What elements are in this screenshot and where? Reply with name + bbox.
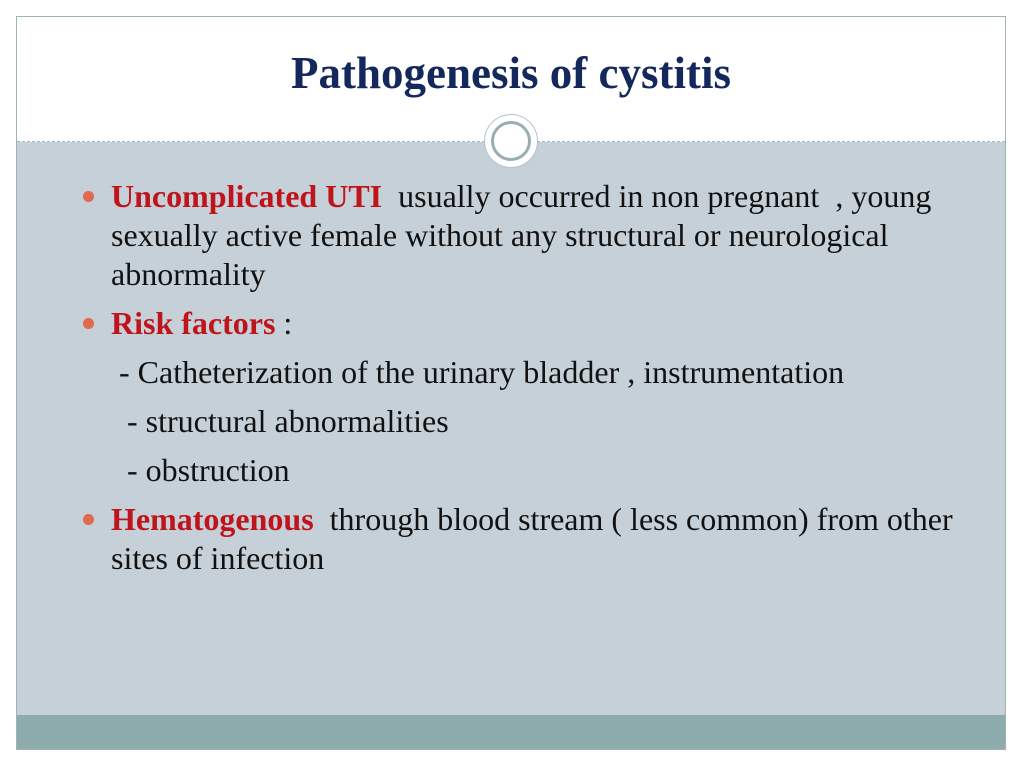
bullet-emphasis: Hematogenous xyxy=(111,501,314,537)
bullet-text: through blood stream ( less common) from other sites of infection xyxy=(111,501,961,576)
risk-factor-structural: - structural abnormalities xyxy=(111,403,449,439)
bullet-emphasis: Uncomplicated UTI xyxy=(111,178,383,214)
risk-factor-catheterization: - Catheterization of the urinary bladder , instrumentation xyxy=(111,354,845,390)
slide xyxy=(16,16,1006,750)
bullet-text: usually occurred in non pregnant , young sexually active female without any structural or neurological abnormality xyxy=(111,178,940,292)
bullet-uncomplicated-uti xyxy=(79,177,959,294)
slide-content xyxy=(79,177,959,588)
slide-title: Pathogenesis of cystitis xyxy=(291,48,731,98)
bullet-hematogenous xyxy=(79,500,959,578)
bullet-dot-icon xyxy=(83,514,94,525)
ring-ornament-icon xyxy=(484,114,538,168)
bullet-risk-factors xyxy=(79,304,959,343)
bullet-emphasis: Risk factors xyxy=(111,305,276,341)
bullet-dot-icon xyxy=(83,318,94,329)
risk-factor-obstruction: - obstruction xyxy=(111,452,290,488)
footer-band xyxy=(17,715,1005,749)
bullet-dot-icon xyxy=(83,191,94,202)
bullet-text: : xyxy=(275,305,293,341)
